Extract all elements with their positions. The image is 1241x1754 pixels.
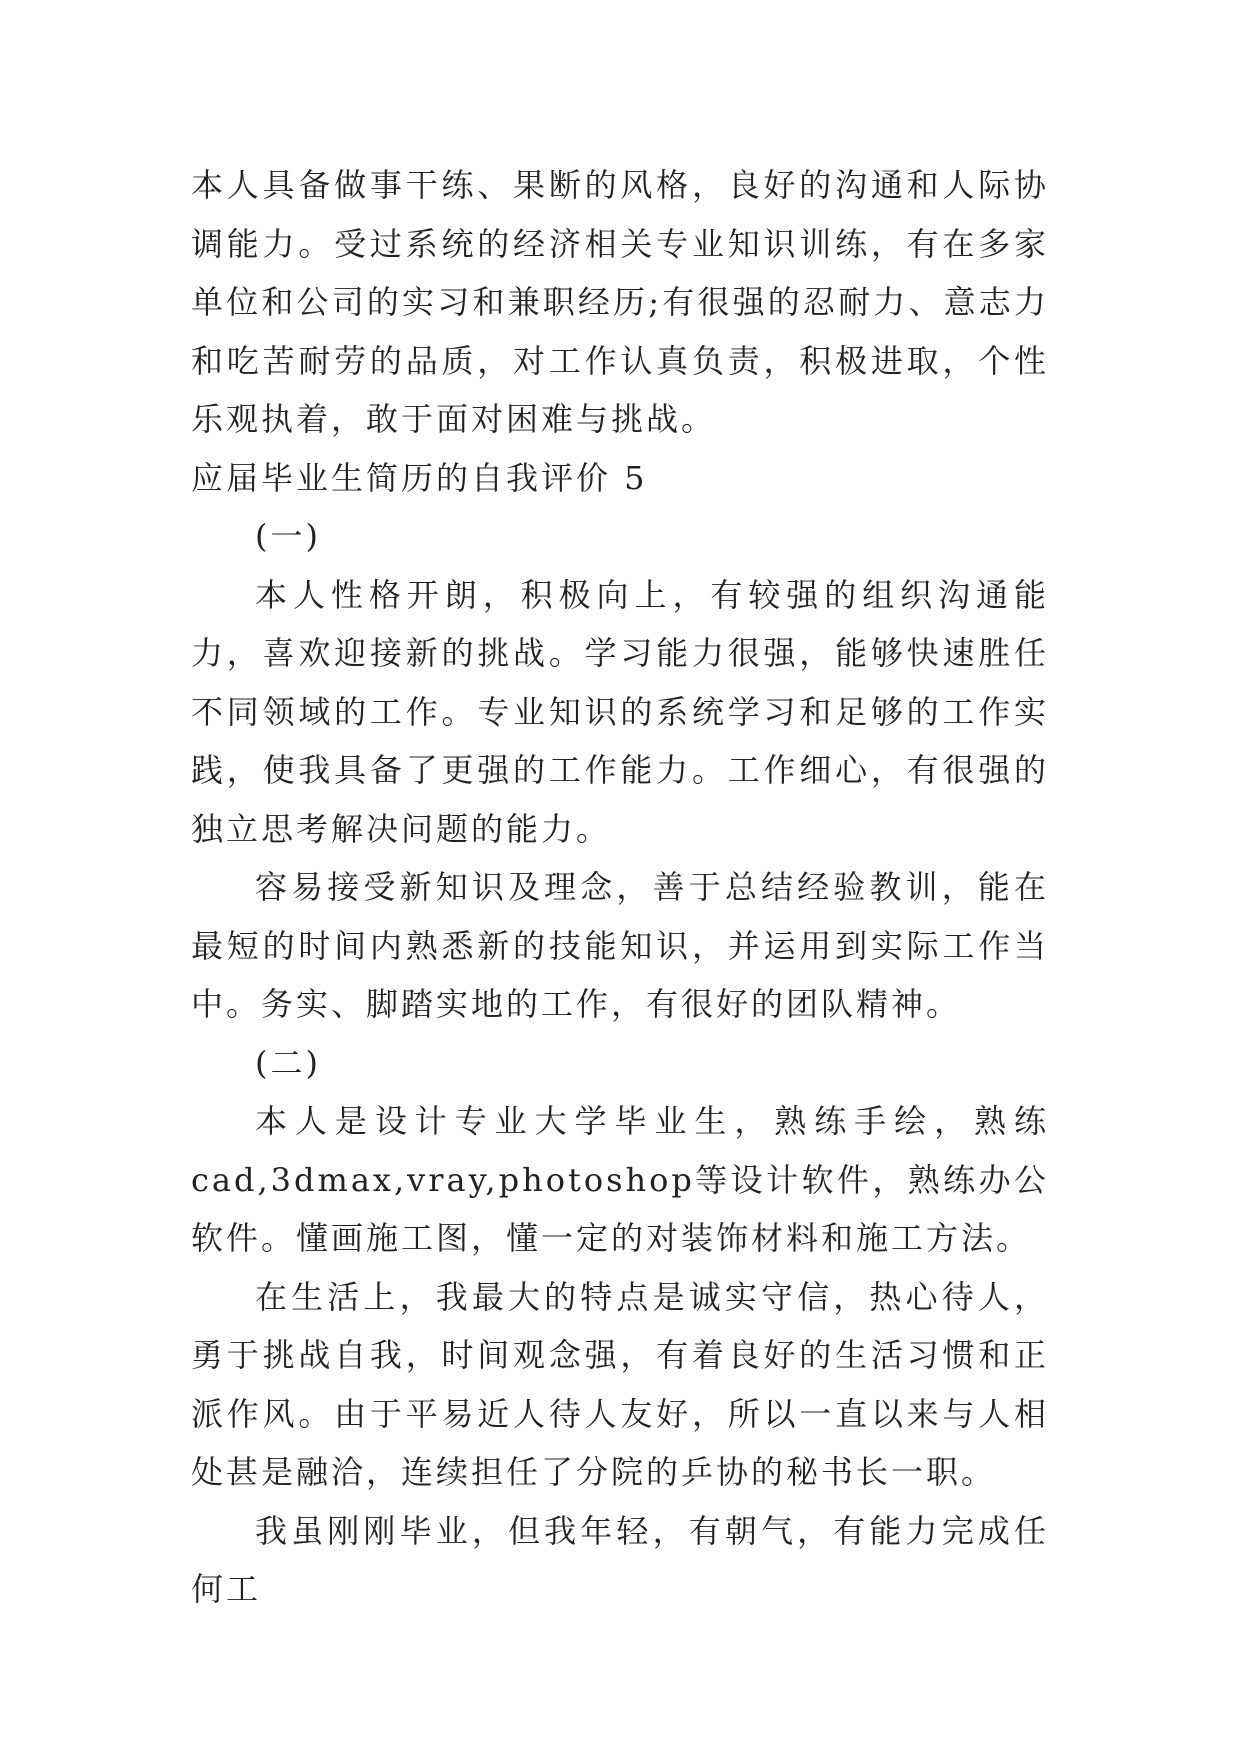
subsection-marker-two: (二) xyxy=(255,1043,321,1082)
document-body xyxy=(191,156,1049,1619)
paragraph-life: 在生活上，我最大的特点是诚实守信，热心待人，勇于挑战自我，时间观念强，有着良好的生活习惯和正派作风。由于平易近人待人友好，所以一直以来与人相处甚是融洽，连续担任了分院的乒协的秘书长一职。 xyxy=(191,1277,1049,1491)
paragraph-graduate: 我虽刚刚毕业，但我年轻，有朝气，有能力完成任何工 xyxy=(191,1511,1049,1608)
paragraph-learning: 容易接受新知识及理念，善于总结经验教训，能在最短的时间内熟悉新的技能知识，并运用到实际工作当中。务实、脚踏实地的工作，有很好的团队精神。 xyxy=(191,868,1049,1023)
paragraph-self-description: 本人具备做事干练、果断的风格，良好的沟通和人际协调能力。受过系统的经济相关专业知识训练，有在多家单位和公司的实习和兼职经历;有很强的忍耐力、意志力和吃苦耐劳的品质，对工作认真负责，积极进取，个性乐观执着，敢于面对困难与挑战。 xyxy=(191,166,1049,438)
paragraph-personality: 本人性格开朗，积极向上，有较强的组织沟通能力，喜欢迎接新的挑战。学习能力很强，能够快速胜任不同领域的工作。专业知识的系统学习和足够的工作实践，使我具备了更强的工作能力。工作细心，有很强的独立思考解决问题的能力。 xyxy=(191,575,1049,848)
paragraph-design-skills: 本人是设计专业大学毕业生，熟练手绘，熟练cad,3dmax,vray,photoshop等设计软件，熟练办公软件。懂画施工图，懂一定的对装饰材料和施工方法。 xyxy=(191,1102,1049,1257)
subsection-marker-one: (一) xyxy=(255,517,321,555)
section-heading: 应届毕业生简历的自我评价 5 xyxy=(191,458,648,497)
